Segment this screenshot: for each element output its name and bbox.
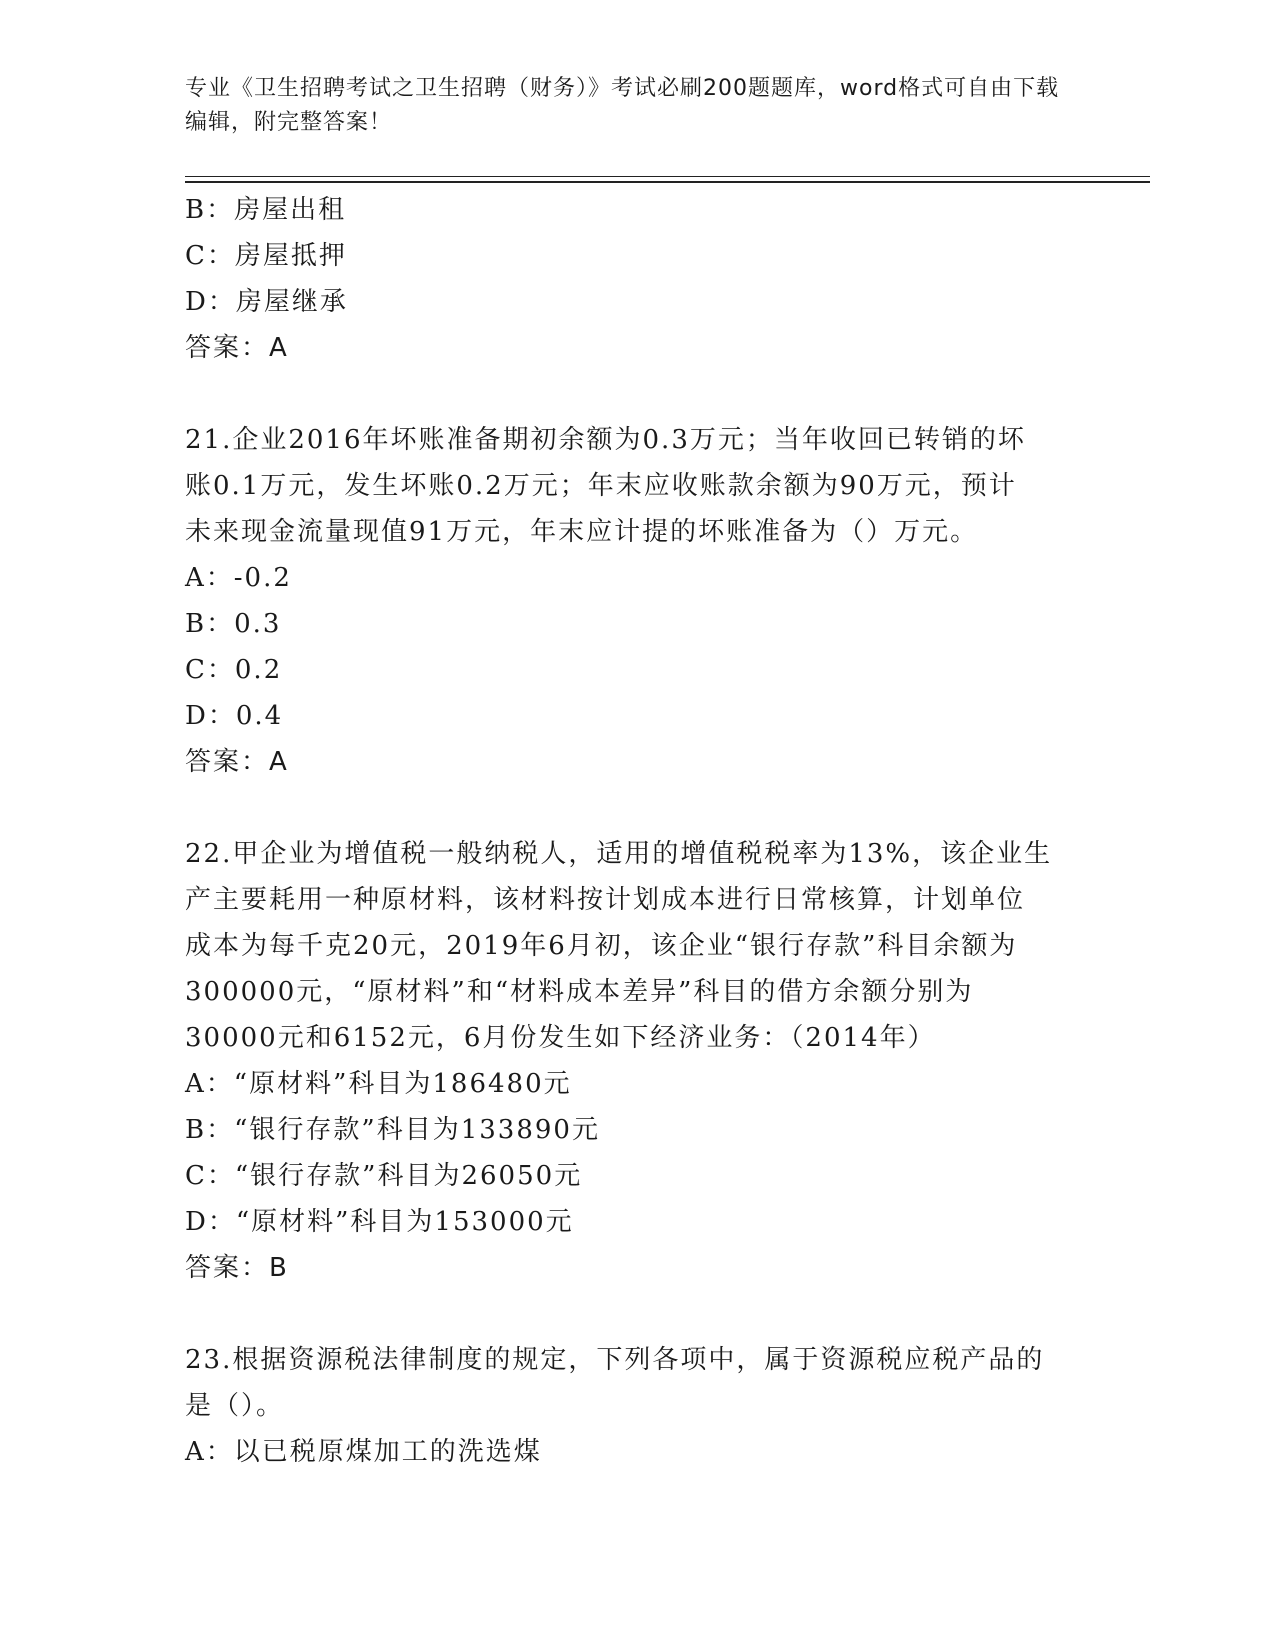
header-rule-thick <box>185 181 1150 183</box>
header-rule-thin <box>185 176 1150 177</box>
option-b: B：0.3 <box>185 609 282 639</box>
question-text-line: 300000元，“原材料”和“材料成本差异”科目的借方余额分别为 <box>185 977 974 1007</box>
question-text-line: 21.企业2016年坏账准备期初余额为0.3万元；当年收回已转销的坏 <box>185 425 1026 455</box>
option-a: A：以已税原煤加工的洗选煤 <box>185 1437 542 1467</box>
document-body <box>185 187 1085 1475</box>
spacer <box>185 1291 1085 1337</box>
header-text: 专业《卫生招聘考试之卫生招聘（财务）》考试必刷200题题库，word格式可自由下载编辑，附完整答案！ <box>185 76 1060 135</box>
option-c: C：“银行存款”科目为26050元 <box>185 1161 583 1191</box>
question-text-line: 未来现金流量现值91万元，年末应计提的坏账准备为（）万元。 <box>185 517 979 547</box>
option-c: C：0.2 <box>185 655 283 685</box>
question-text-line: 30000元和6152元，6月份发生如下经济业务：（2014年） <box>185 1023 936 1053</box>
option-b: B：“银行存款”科目为133890元 <box>185 1115 600 1145</box>
question-22 <box>185 831 1085 1291</box>
answer-line: 答案：A <box>185 333 289 363</box>
page-header <box>185 72 1065 140</box>
answer-line: 答案：B <box>185 1253 289 1283</box>
prev-question <box>185 187 1085 371</box>
answer-line: 答案：A <box>185 747 289 777</box>
spacer <box>185 371 1085 417</box>
option-a: A：“原材料”科目为186480元 <box>185 1069 572 1099</box>
question-text-line: 账0.1万元，发生坏账0.2万元；年末应收账款余额为90万元，预计 <box>185 471 1017 501</box>
option-b: B：房屋出租 <box>185 195 347 225</box>
question-23 <box>185 1337 1085 1475</box>
option-d: D：“原材料”科目为153000元 <box>185 1207 574 1237</box>
option-d: D：0.4 <box>185 701 284 731</box>
option-d: D：房屋继承 <box>185 287 348 317</box>
option-c: C：房屋抵押 <box>185 241 347 271</box>
question-text-line: 产主要耗用一种原材料，该材料按计划成本进行日常核算，计划单位 <box>185 885 1026 915</box>
question-text-line: 是（）。 <box>185 1391 285 1421</box>
spacer <box>185 785 1085 831</box>
question-text-line: 23.根据资源税法律制度的规定，下列各项中，属于资源税应税产品的 <box>185 1345 1045 1375</box>
question-text-line: 成本为每千克20元，2019年6月初，该企业“银行存款”科目余额为 <box>185 931 1018 961</box>
question-text-line: 22.甲企业为增值税一般纳税人，适用的增值税税率为13%，该企业生 <box>185 839 1053 869</box>
option-a: A：-0.2 <box>185 563 292 593</box>
question-21 <box>185 417 1085 785</box>
